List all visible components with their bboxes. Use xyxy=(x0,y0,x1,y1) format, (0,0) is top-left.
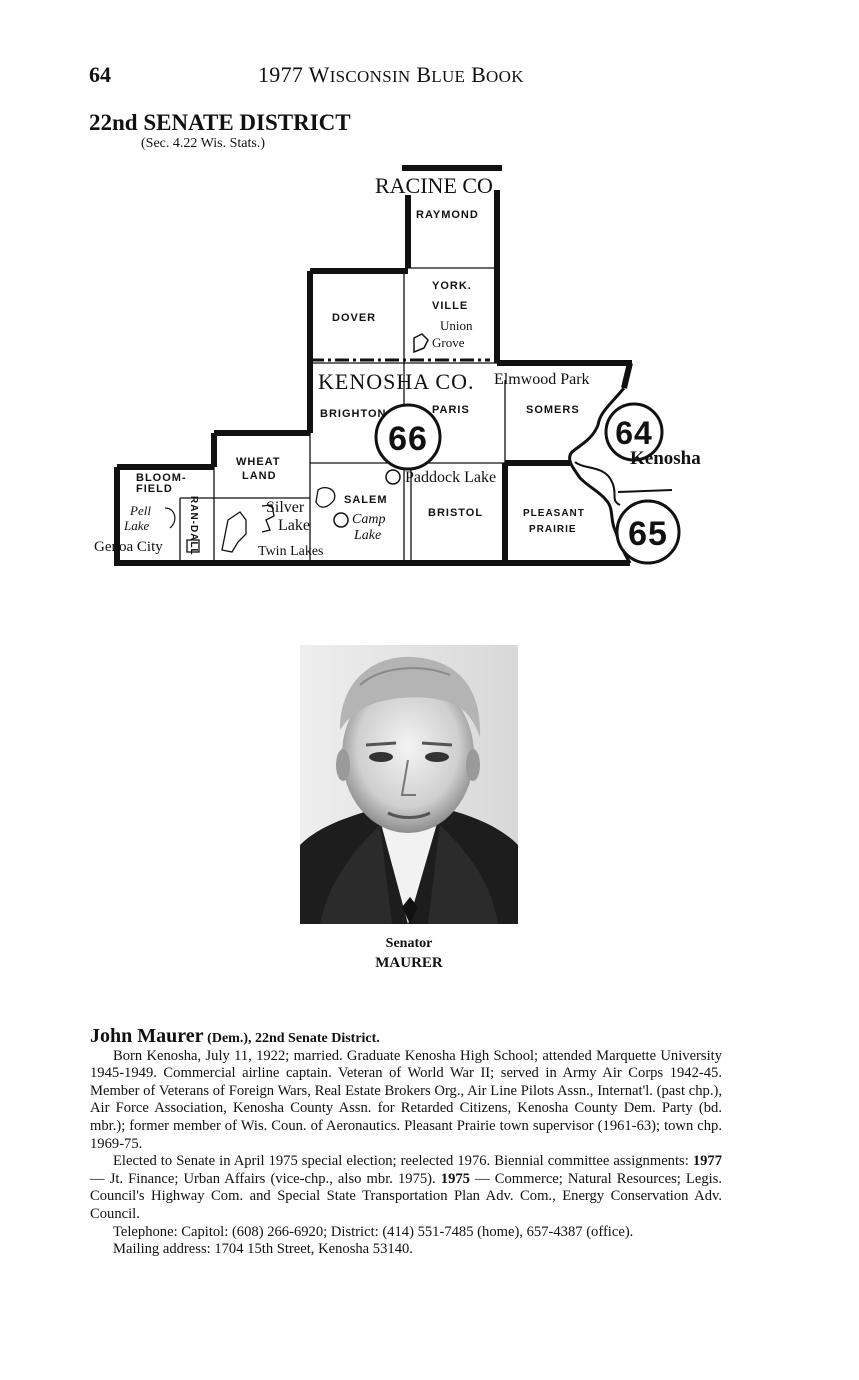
district-reference: , 22nd Senate District. xyxy=(247,1031,380,1046)
label-bristol: BRISTOL xyxy=(428,507,484,519)
service-text-1: Elected to Senate in April 1975 special election; reelected 1976. Biennial committee assignments: xyxy=(113,1153,693,1170)
label-field: FIELD xyxy=(136,483,173,495)
label-twin-lakes: Twin Lakes xyxy=(258,544,324,559)
bio-paragraph-service xyxy=(90,1153,722,1223)
label-racine-co: RACINE CO. xyxy=(375,173,499,198)
label-brighton: BRIGHTON xyxy=(320,408,387,420)
label-pleasant: PLEASANT xyxy=(523,508,585,519)
label-kenosha-co: KENOSHA CO. xyxy=(318,369,475,394)
label-ville: VILLE xyxy=(432,300,469,312)
label-bloom: BLOOM- xyxy=(136,472,187,484)
district-map xyxy=(0,150,859,580)
camp-lake-outline xyxy=(316,488,335,507)
highway-line xyxy=(618,490,672,492)
paddock-lake-circle xyxy=(386,470,400,484)
label-paris: PARIS xyxy=(432,404,470,416)
label-kenosha: Kenosha xyxy=(630,448,701,469)
label-pell: Pell xyxy=(130,503,151,518)
senator-name: John Maurer xyxy=(90,1025,204,1047)
label-camp-lake: Lake xyxy=(354,528,382,543)
service-year-1977: 1977 xyxy=(692,1153,722,1170)
label-salem: SALEM xyxy=(344,494,388,506)
running-head-year: 1977 xyxy=(258,62,304,87)
label-wheat: WHEAT xyxy=(236,456,281,468)
union-grove-outline xyxy=(414,334,428,352)
label-union: Union xyxy=(440,318,473,333)
label-raymond: RAYMOND xyxy=(416,209,479,221)
label-prairie: PRAIRIE xyxy=(529,524,577,535)
kenosha-harbor xyxy=(575,462,620,505)
bio-paragraph-background: Born Kenosha, July 11, 1922; married. Graduate Kenosha High School; attended Marquette University 1945-1949. Commercial airline captain. Veteran of World War II; served in Army Air Corps 1942-45. Member of Veterans of Foreign Wars, Real Estate Brokers Org., Air Line Pilots Assn., Internat'l. (past chp.), Air Force Association, Kenosha County Assn. for Retarded Citizens, Kenosha County Dem. Party (bd. mbr.); former member of Wis. Coun. of Aeronautics. Pleasant Prairie town supervisor (1961-63); town chp. 1969-75. xyxy=(90,1047,722,1152)
portrait-caption-name: MAURER xyxy=(375,955,443,971)
label-somers: SOMERS xyxy=(526,404,580,416)
district-title: 22nd SENATE DISTRICT xyxy=(89,110,351,135)
party-affiliation: (Dem.) xyxy=(207,1031,248,1046)
bio-heading xyxy=(90,1025,722,1048)
statute-reference: (Sec. 4.22 Wis. Stats.) xyxy=(141,136,266,151)
label-district-66: 66 xyxy=(388,420,428,458)
service-year-1975: 1975 xyxy=(440,1170,470,1187)
label-randall: RAN-DALL xyxy=(188,496,199,556)
service-text-3: — Commerce; Natural Resources; Legis. Council's Highway Com. and Special State Transportation Plan Adv. Com., Energy Conservation Adv. Council. xyxy=(90,1170,722,1222)
label-york: YORK. xyxy=(432,280,472,292)
running-head xyxy=(258,62,524,88)
label-genoa-city: Genoa City xyxy=(94,539,163,555)
label-silver: Silver xyxy=(266,499,305,516)
biography xyxy=(90,1025,722,1259)
senator-portrait xyxy=(300,645,518,924)
label-district-64: 64 xyxy=(615,415,653,451)
running-head-word-3-initial: B xyxy=(471,62,487,87)
service-text-2: — Jt. Finance; Urban Affairs (vice-chp., also mbr. 1975). xyxy=(90,1170,441,1187)
label-district-65: 65 xyxy=(628,515,668,553)
running-head-word-1-initial: W xyxy=(308,62,330,87)
label-elmwood-park: Elmwood Park xyxy=(494,371,590,388)
label-grove: Grove xyxy=(432,335,465,350)
label-pell-lake: Lake xyxy=(124,518,150,533)
running-head-word-3-rest: OOK xyxy=(486,67,524,86)
running-head-word-1-rest: ISCONSIN xyxy=(329,67,411,86)
bio-mailing-address: Mailing address: 1704 15th Street, Kenosha 53140. xyxy=(113,1241,413,1258)
pell-lake-outline xyxy=(165,508,175,528)
twin-lakes-outline xyxy=(222,512,246,552)
running-head-word-2-rest: LUE xyxy=(431,67,466,86)
label-land: LAND xyxy=(242,470,277,482)
label-paddock-lake: Paddock Lake xyxy=(405,469,497,486)
label-silver-lake: Lake xyxy=(278,517,310,534)
label-dover: DOVER xyxy=(332,312,377,324)
camp-lake-circle xyxy=(334,513,348,527)
portrait-caption-title: Senator xyxy=(385,936,433,951)
label-camp: Camp xyxy=(352,512,386,527)
bio-telephone: Telephone: Capitol: (608) 266-6920; District: (414) 551-7485 (home), 657-4387 (office). xyxy=(113,1223,634,1240)
page-number: 64 xyxy=(89,62,111,87)
running-head-word-2-initial: B xyxy=(416,62,432,87)
